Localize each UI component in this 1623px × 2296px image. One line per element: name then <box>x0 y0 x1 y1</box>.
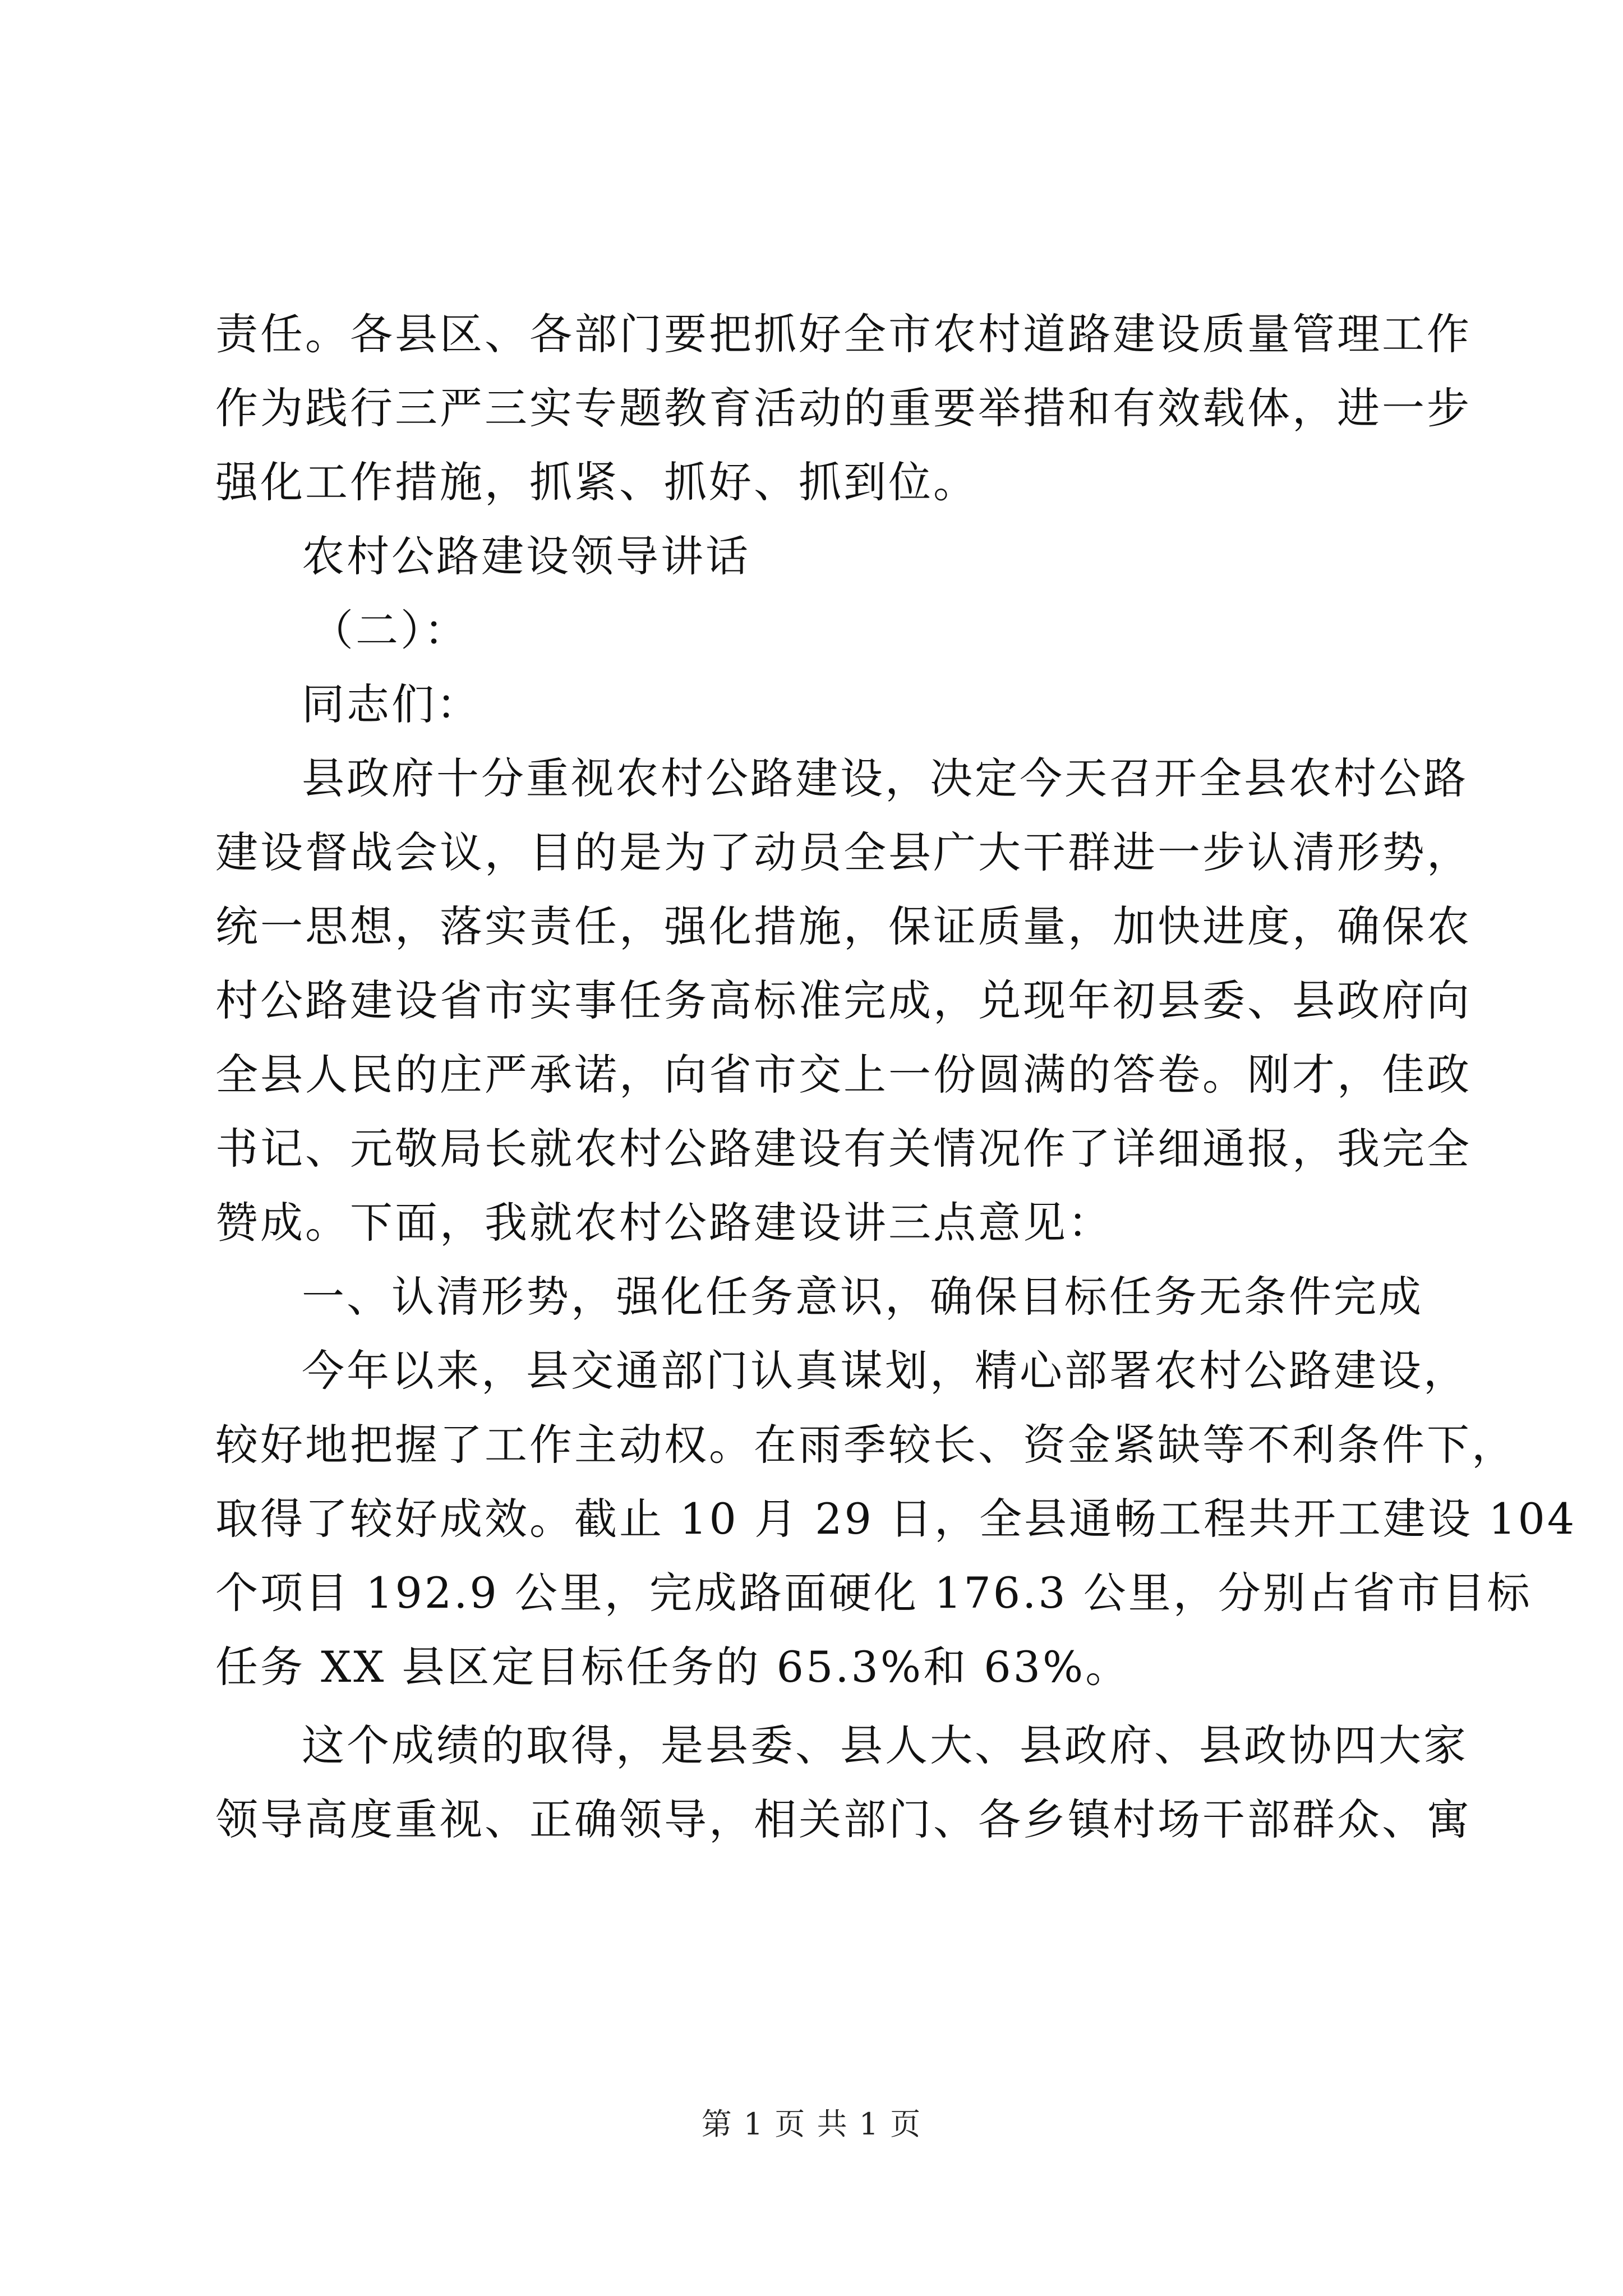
salutation: 同志们： <box>302 679 481 729</box>
text-line: 书记、元敬局长就农村公路建设有关情况作了详细通报，我完全 <box>215 1124 1472 1174</box>
text-line: 村公路建设省市实事任务高标准完成，兑现年初县委、县政府向 <box>215 976 1472 1025</box>
text-line: 建设督战会议，目的是为了动员全县广大干群进一步认清形势， <box>215 827 1472 877</box>
text-line: 作为践行三严三实专题教育活动的重要举措和有效载体，进一步 <box>215 383 1472 433</box>
text-line: 全县人民的庄严承诺，向省市交上一份圆满的答卷。刚才，佳政 <box>215 1050 1472 1099</box>
text-line: 这个成绩的取得，是县委、县人大、县政府、县政协四大家 <box>302 1720 1468 1770</box>
text-line: 个项目 192.9 公里，完成路面硬化 176.3 公里，分别占省市目标 <box>215 1568 1532 1618</box>
text-line: 统一思想，落实责任，强化措施，保证质量，加快进度，确保农 <box>215 901 1472 951</box>
document-body <box>215 297 1577 1857</box>
text-line: 赞成。下面，我就农村公路建设讲三点意见： <box>215 1198 1113 1248</box>
text-line: 领导高度重视、正确领导，相关部门、各乡镇村场干部群众、寓 <box>215 1795 1472 1844</box>
section-subtitle: （二）： <box>311 605 469 655</box>
heading-one: 一、认清形势，强化任务意识，确保目标任务无条件完成 <box>302 1272 1423 1322</box>
text-line: 责任。各县区、各部门要把抓好全市农村道路建设质量管理工作 <box>215 309 1472 359</box>
text-line: 取得了较好成效。截止 10 月 29 日，全县通畅工程共开工建设 104 <box>215 1494 1577 1544</box>
text-line: 较好地把握了工作主动权。在雨季较长、资金紧缺等不利条件下， <box>215 1420 1516 1470</box>
page-footer: 第 1 页 共 1 页 <box>701 2106 922 2142</box>
text-line: 今年以来，县交通部门认真谋划，精心部署农村公路建设， <box>302 1346 1468 1396</box>
section-title: 农村公路建设领导讲话 <box>302 531 750 581</box>
text-line: 县政府十分重视农村公路建设，决定今天召开全县农村公路 <box>302 753 1468 803</box>
text-line: 任务 XX 县区定目标任务的 65.3%和 63%。 <box>215 1642 1131 1692</box>
text-line: 强化工作措施，抓紧、抓好、抓到位。 <box>215 457 978 507</box>
